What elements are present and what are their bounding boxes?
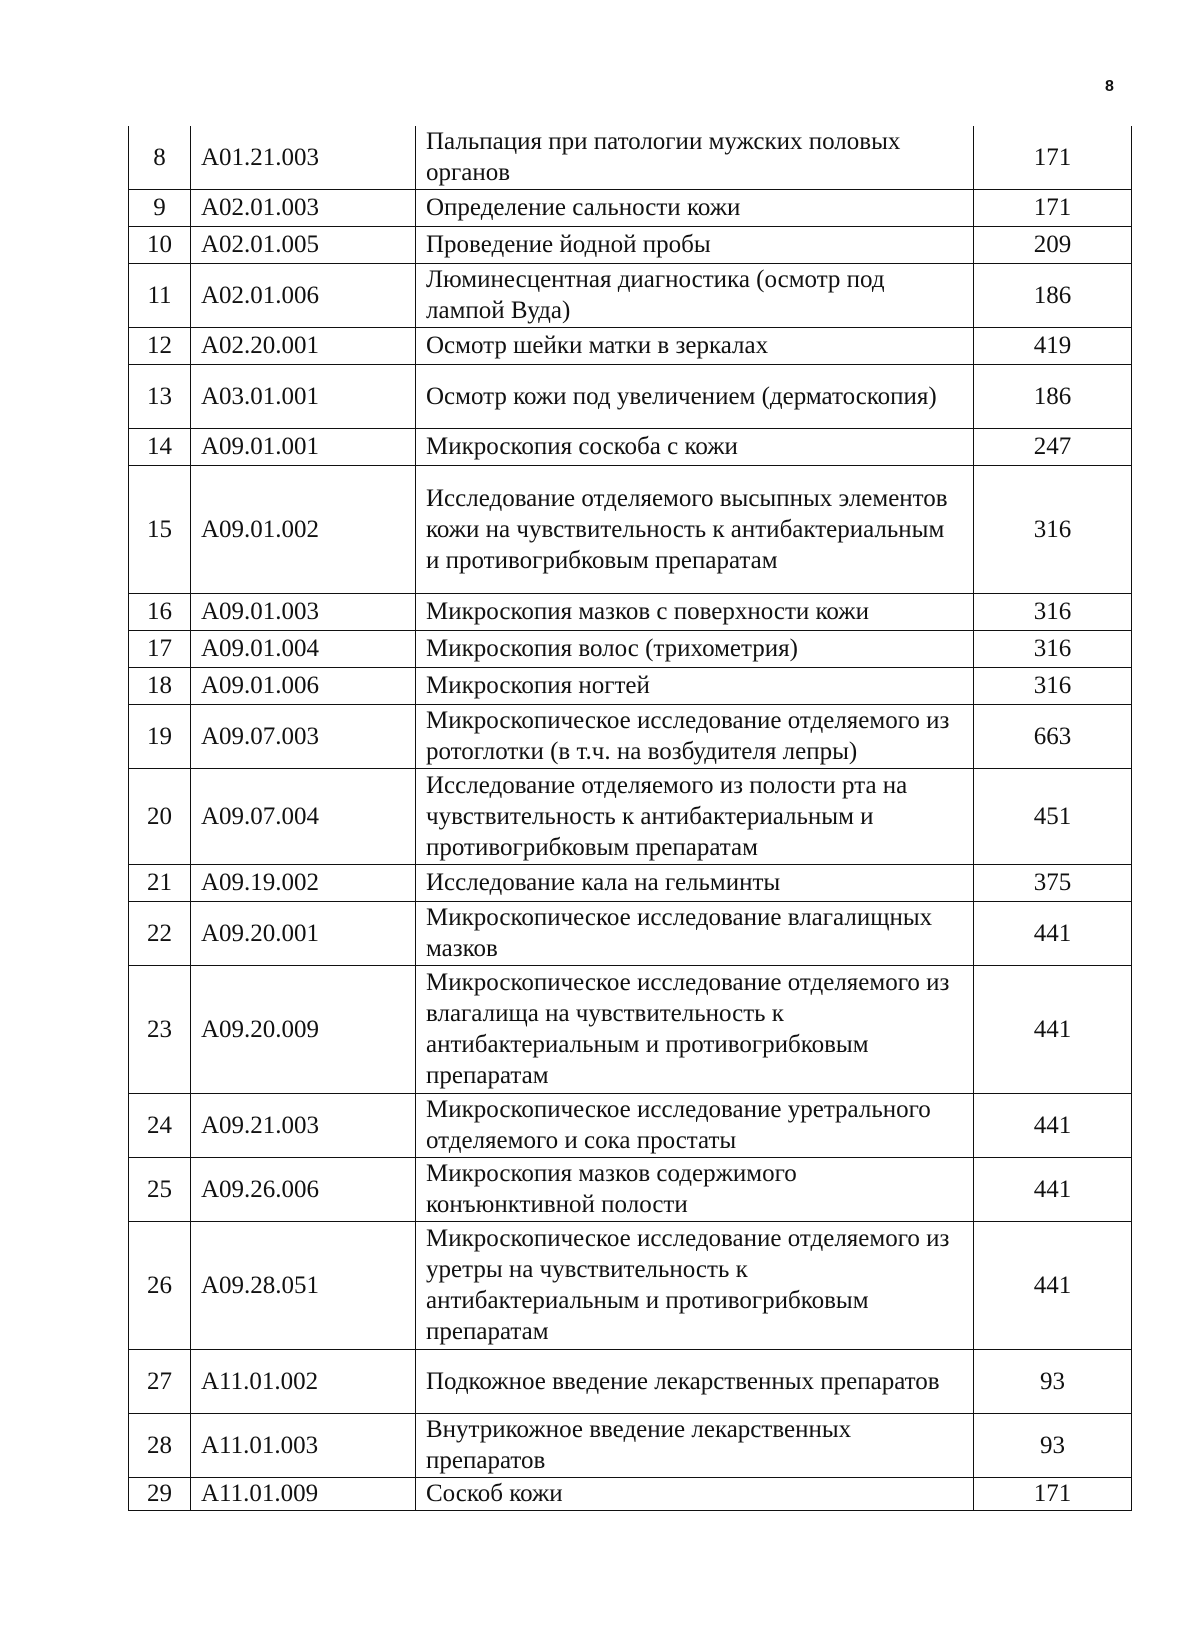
row-number: 9	[129, 189, 191, 226]
table-row	[129, 1157, 1132, 1221]
service-code: A03.01.001	[191, 364, 416, 428]
service-name: Внутрикожное введение лекарственных препаратов	[416, 1413, 974, 1477]
service-code: A09.01.002	[191, 465, 416, 593]
service-name: Микроскопия волос (трихометрия)	[416, 630, 974, 667]
page-number: 8	[1105, 78, 1114, 95]
service-price: 441	[974, 965, 1132, 1093]
service-price: 316	[974, 465, 1132, 593]
service-price: 441	[974, 901, 1132, 965]
table-row	[129, 1413, 1132, 1477]
row-number: 10	[129, 226, 191, 263]
service-price: 209	[974, 226, 1132, 263]
row-number: 24	[129, 1093, 191, 1157]
table-row	[129, 593, 1132, 630]
service-price: 186	[974, 263, 1132, 327]
service-price: 316	[974, 667, 1132, 704]
service-name: Микроскопическое исследование уретрального отделяемого и сока простаты	[416, 1093, 974, 1157]
service-price: 375	[974, 864, 1132, 901]
service-code: A09.01.004	[191, 630, 416, 667]
service-name: Подкожное введение лекарственных препаратов	[416, 1349, 974, 1413]
row-number: 22	[129, 901, 191, 965]
service-price: 663	[974, 704, 1132, 768]
service-price: 441	[974, 1093, 1132, 1157]
table-row	[129, 465, 1132, 593]
service-price: 171	[974, 126, 1132, 189]
service-name: Микроскопия мазков с поверхности кожи	[416, 593, 974, 630]
service-code: A09.20.009	[191, 965, 416, 1093]
service-name: Люминесцентная диагностика (осмотр под лампой Вуда)	[416, 263, 974, 327]
service-code: A02.01.003	[191, 189, 416, 226]
service-name: Микроскопия ногтей	[416, 667, 974, 704]
service-name: Микроскопическое исследование влагалищных мазков	[416, 901, 974, 965]
row-number: 23	[129, 965, 191, 1093]
table-row	[129, 901, 1132, 965]
row-number: 25	[129, 1157, 191, 1221]
service-code: A09.21.003	[191, 1093, 416, 1157]
row-number: 28	[129, 1413, 191, 1477]
table-row	[129, 226, 1132, 263]
row-number: 26	[129, 1221, 191, 1349]
service-code: A09.07.003	[191, 704, 416, 768]
service-code: A09.20.001	[191, 901, 416, 965]
row-number: 18	[129, 667, 191, 704]
table-row	[129, 864, 1132, 901]
service-name: Соскоб кожи	[416, 1477, 974, 1510]
service-code: A09.07.004	[191, 768, 416, 864]
row-number: 19	[129, 704, 191, 768]
table-row	[129, 1477, 1132, 1510]
service-name: Микроскопическое исследование отделяемого из ротоглотки (в т.ч. на возбудителя лепры)	[416, 704, 974, 768]
service-name: Микроскопическое исследование отделяемого из влагалища на чувствительность к антибактериальным и противогрибковым препаратам	[416, 965, 974, 1093]
service-code: A11.01.002	[191, 1349, 416, 1413]
service-price: 186	[974, 364, 1132, 428]
row-number: 27	[129, 1349, 191, 1413]
table-row	[129, 1221, 1132, 1349]
row-number: 13	[129, 364, 191, 428]
service-name: Пальпация при патологии мужских половых органов	[416, 126, 974, 189]
table-row	[129, 768, 1132, 864]
services-price-table	[128, 126, 1132, 1511]
service-name: Исследование отделяемого высыпных элементов кожи на чувствительность к антибактериальным и противогрибковым препаратам	[416, 465, 974, 593]
service-name: Исследование отделяемого из полости рта на чувствительность к антибактериальным и противогрибковым препаратам	[416, 768, 974, 864]
row-number: 15	[129, 465, 191, 593]
row-number: 12	[129, 327, 191, 364]
service-code: A09.26.006	[191, 1157, 416, 1221]
service-price: 171	[974, 1477, 1132, 1510]
table-row	[129, 1349, 1132, 1413]
service-name: Проведение йодной пробы	[416, 226, 974, 263]
table-row	[129, 189, 1132, 226]
table-row	[129, 364, 1132, 428]
row-number: 11	[129, 263, 191, 327]
service-code: A09.01.001	[191, 428, 416, 465]
row-number: 17	[129, 630, 191, 667]
service-price: 441	[974, 1157, 1132, 1221]
table-row	[129, 965, 1132, 1093]
table-row	[129, 630, 1132, 667]
service-code: A11.01.009	[191, 1477, 416, 1510]
service-price: 451	[974, 768, 1132, 864]
service-code: A02.01.005	[191, 226, 416, 263]
service-code: A09.28.051	[191, 1221, 416, 1349]
service-code: A01.21.003	[191, 126, 416, 189]
service-name: Осмотр шейки матки в зеркалах	[416, 327, 974, 364]
service-price: 419	[974, 327, 1132, 364]
service-name: Определение сальности кожи	[416, 189, 974, 226]
service-price: 247	[974, 428, 1132, 465]
service-price: 93	[974, 1349, 1132, 1413]
row-number: 29	[129, 1477, 191, 1510]
service-code: A02.01.006	[191, 263, 416, 327]
service-price: 93	[974, 1413, 1132, 1477]
table-row	[129, 327, 1132, 364]
row-number: 16	[129, 593, 191, 630]
service-name: Микроскопия мазков содержимого конъюнктивной полости	[416, 1157, 974, 1221]
service-price: 441	[974, 1221, 1132, 1349]
table-row	[129, 704, 1132, 768]
table-row	[129, 263, 1132, 327]
row-number: 20	[129, 768, 191, 864]
table-row	[129, 667, 1132, 704]
row-number: 14	[129, 428, 191, 465]
service-price: 316	[974, 630, 1132, 667]
row-number: 8	[129, 126, 191, 189]
table-row	[129, 126, 1132, 189]
service-code: A09.01.006	[191, 667, 416, 704]
row-number: 21	[129, 864, 191, 901]
service-price: 316	[974, 593, 1132, 630]
service-code: A02.20.001	[191, 327, 416, 364]
service-name: Микроскопическое исследование отделяемого из уретры на чувствительность к антибактериальным и противогрибковым препаратам	[416, 1221, 974, 1349]
table-row	[129, 1093, 1132, 1157]
service-name: Исследование кала на гельминты	[416, 864, 974, 901]
table-row	[129, 428, 1132, 465]
service-code: A09.19.002	[191, 864, 416, 901]
service-price: 171	[974, 189, 1132, 226]
service-code: A09.01.003	[191, 593, 416, 630]
service-name: Микроскопия соскоба с кожи	[416, 428, 974, 465]
service-name: Осмотр кожи под увеличением (дерматоскопия)	[416, 364, 974, 428]
service-code: A11.01.003	[191, 1413, 416, 1477]
